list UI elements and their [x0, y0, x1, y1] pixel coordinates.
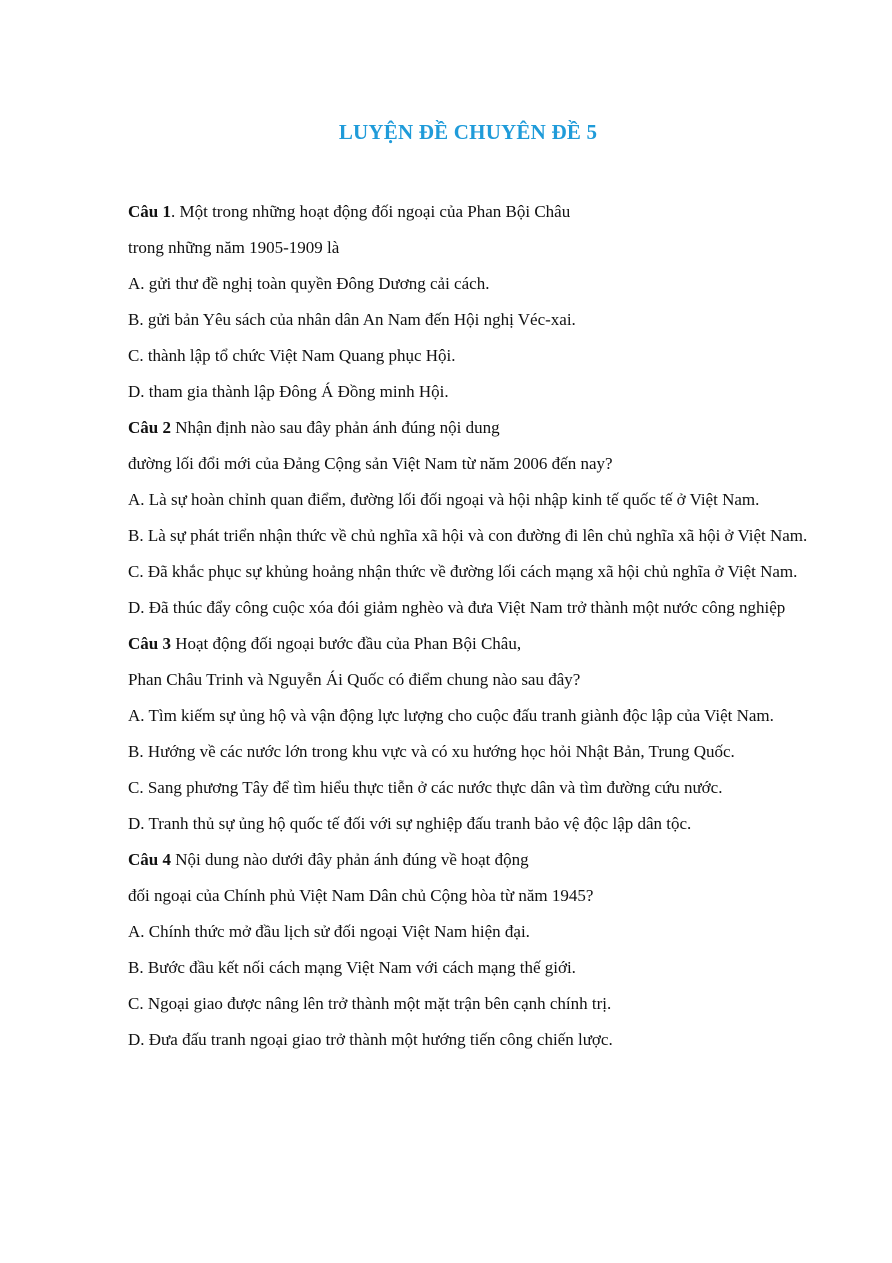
question-stem — [128, 416, 818, 440]
question-stem-line1: Hoạt động đối ngoại bước đầu của Phan Bội Châu, — [175, 634, 522, 653]
question-2 — [128, 416, 818, 620]
question-stem — [128, 632, 818, 656]
option-c: C. Sang phương Tây để tìm hiểu thực tiễn ở các nước thực dân và tìm đường cứu nước. — [128, 778, 723, 797]
option-c: C. Đã khắc phục sự khủng hoảng nhận thức về đường lối cách mạng xã hội chủ nghĩa ở Việt Nam. — [128, 562, 798, 581]
question-label: Câu 2 — [128, 418, 171, 437]
question-stem-line2: đối ngoại của Chính phủ Việt Nam Dân chủ Cộng hòa từ năm 1945? — [128, 886, 594, 905]
option-b: B. gửi bản Yêu sách của nhân dân An Nam đến Hội nghị Véc-xai. — [128, 310, 576, 329]
option-a: A. Tìm kiếm sự ủng hộ và vận động lực lượng cho cuộc đấu tranh giành độc lập của Việt Nam. — [128, 706, 774, 725]
page-title: LUYỆN ĐỀ CHUYÊN ĐỀ 5 — [338, 120, 598, 144]
question-label: Câu 4 — [128, 850, 171, 869]
question-stem-line1: Một trong những hoạt động đối ngoại của Phan Bội Châu — [179, 202, 571, 221]
option-b: B. Là sự phát triển nhận thức về chủ nghĩa xã hội và con đường đi lên chủ nghĩa xã hội ở Việt Nam. — [128, 526, 808, 545]
question-stem-line2: Phan Châu Trinh và Nguyễn Ái Quốc có điểm chung nào sau đây? — [128, 670, 581, 689]
option-b: B. Bước đầu kết nối cách mạng Việt Nam với cách mạng thế giới. — [128, 958, 576, 977]
option-d: D. Đã thúc đẩy công cuộc xóa đói giảm nghèo và đưa Việt Nam trở thành một nước công nghiệp — [128, 598, 786, 617]
question-stem-line2: trong những năm 1905-1909 là — [128, 238, 340, 257]
option-c: C. Ngoại giao được nâng lên trở thành một mặt trận bên cạnh chính trị. — [128, 994, 612, 1013]
question-stem-line2: đường lối đổi mới của Đảng Cộng sản Việt Nam từ năm 2006 đến nay? — [128, 454, 613, 473]
question-stem-line1: Nhận định nào sau đây phản ánh đúng nội dung — [175, 418, 500, 437]
question-label: Câu 3 — [128, 634, 171, 653]
question-stem — [128, 848, 818, 872]
question-stem-line1: Nội dung nào dưới đây phản ánh đúng về hoạt động — [175, 850, 529, 869]
question-list — [128, 200, 818, 1064]
option-d: D. Đưa đấu tranh ngoại giao trở thành một hướng tiến công chiến lược. — [128, 1030, 613, 1049]
option-a: A. Là sự hoàn chỉnh quan điểm, đường lối đối ngoại và hội nhập kinh tế quốc tế ở Việt Nam. — [128, 490, 760, 509]
option-c: C. thành lập tổ chức Việt Nam Quang phục Hội. — [128, 346, 456, 365]
question-label: Câu 1 — [128, 202, 171, 221]
question-4 — [128, 848, 818, 1052]
question-1 — [128, 200, 818, 404]
option-d: D. Tranh thủ sự ủng hộ quốc tế đối với sự nghiệp đấu tranh bảo vệ độc lập dân tộc. — [128, 814, 692, 833]
option-a: A. gửi thư đề nghị toàn quyền Đông Dương cải cách. — [128, 274, 490, 293]
option-b: B. Hướng về các nước lớn trong khu vực và có xu hướng học hỏi Nhật Bản, Trung Quốc. — [128, 742, 735, 761]
option-a: A. Chính thức mở đầu lịch sử đối ngoại Việt Nam hiện đại. — [128, 922, 530, 941]
question-3 — [128, 632, 818, 836]
option-d: D. tham gia thành lập Đông Á Đồng minh Hội. — [128, 382, 449, 401]
question-label-separator: . — [170, 202, 180, 221]
question-stem — [128, 200, 818, 224]
